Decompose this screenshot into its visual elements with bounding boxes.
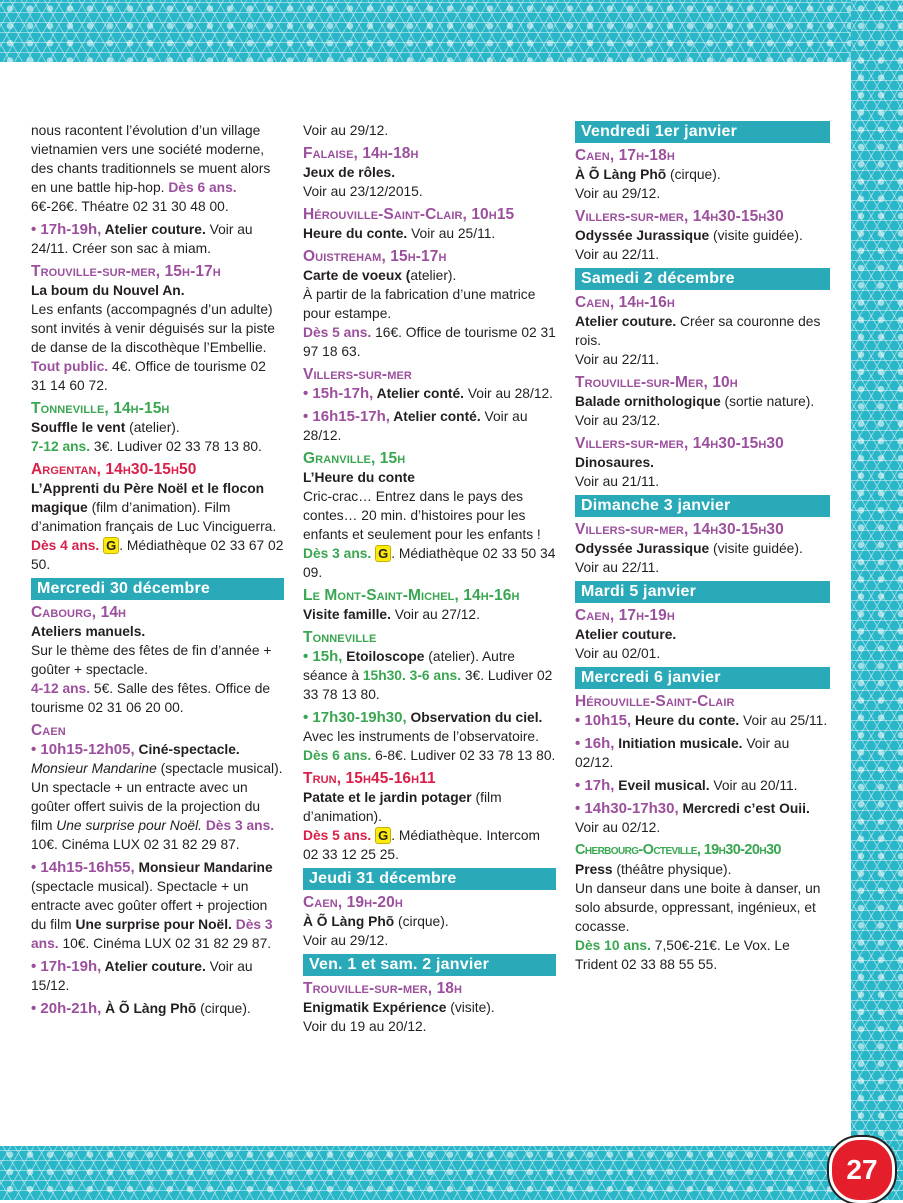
event-text: Voir au 24/11. Créer son sac à miam. [31,222,253,256]
event-text: Voir au 02/12. [575,736,790,770]
event-title: Ciné-spectacle. [134,742,240,757]
event-time: • 15h, [303,648,343,665]
event-title: Visite famille. [303,607,391,622]
event-location: Ouistreham, 15h-17h [303,248,447,265]
event-title: Jeux de rôles. [303,165,396,180]
event-text: nous racontent l’évolution d’un village vietnamien vers une société moderne, des chants traditionnels se muent alors en une battle hip-hop. [31,123,271,195]
event-entry [303,449,556,582]
event-entry [575,606,830,663]
event-text: (cirque). [394,914,449,929]
event-entry [31,957,284,995]
event-title: L’Apprenti du Père Noël et le flocon magique [31,481,265,515]
event-time: • 16h, [575,735,615,752]
event-time: • 10h15-12h05, [31,741,135,758]
age-label: Dès 3 ans. [31,917,273,951]
event-text: (cirque). [666,167,721,182]
event-text: Un danseur dans une boite à danser, un solo absurde, oppressant, ingénieux, et cocasse. [575,881,821,934]
event-text: atelier). [410,268,457,283]
event-time: • 14h30-17h30, [575,800,679,817]
column-3 [575,121,830,978]
age-label: Dès 10 ans. [575,938,651,953]
event-location: Granville, 15h [303,450,406,467]
event-location: Caen, 17h-19h [575,607,675,624]
event-title: Atelier conté. [389,409,481,424]
event-text: (cirque). [196,1001,251,1016]
decorative-pattern-right [851,0,903,1200]
event-title: Carte de voeux ( [303,268,411,283]
event-entry [575,734,830,772]
day-header: Ven. 1 et sam. 2 janvier [303,954,556,976]
event-title: Balade ornithologique [575,394,721,409]
event-title: Atelier couture. [575,314,677,329]
event-text: Créer sa couronne des rois. [575,314,821,348]
event-title: Atelier couture. [101,222,206,237]
event-entry [31,858,284,953]
event-text: (film d’animation). Film d’animation français de Luc Vinciguerra. [31,500,277,534]
event-text: Sur le thème des fêtes de fin d’année + goûter + spectacle. [31,643,272,677]
age-label: Dès 5 ans. [303,828,372,843]
event-title: Heure du conte. [631,713,740,728]
day-header: Mercredi 30 décembre [31,578,284,600]
event-location: Caen, 19h-20h [303,894,403,911]
event-text: (visite guidée). Voir au 22/11. [575,228,803,262]
free-badge: G [375,827,391,844]
event-time: • 20h-21h, [31,1000,102,1017]
event-text: (spectacle musical). Un spectacle + un entracte avec un goûter offert suivis de la projection du film [31,761,283,833]
event-text: Voir au 27/12. [390,607,480,622]
event-location: Hérouville-Saint-Clair, 10h15 [303,206,515,223]
event-text: Voir au 21/11. [575,474,660,489]
age-label: Tout public. [31,359,109,374]
decorative-pattern-bottom [0,1146,903,1200]
event-title: Ateliers manuels. [31,624,146,639]
event-text: (visite guidée). [709,541,803,556]
age-label: Dès 6 ans. [168,180,237,195]
event-entry [303,769,556,864]
age-label: 3-6 ans. [405,668,462,683]
free-badge: G [375,545,391,562]
event-entry [31,603,284,717]
event-text: Voir au 29/12. [303,933,389,948]
event-text: Voir au 02/12. [575,820,661,835]
event-time: 15h30. [362,668,406,683]
event-text: (spectacle musical). Spectacle + un entracte avec goûter offert + projection du film [31,879,268,932]
event-text: Voir au 23/12. [575,413,661,428]
event-entry [31,121,284,216]
event-location: Cherbourg-Octeville, 19h30-20h30 [575,842,781,858]
event-entry [303,708,556,765]
event-text: 10€. Cinéma LUX 02 31 82 29 87. [31,837,240,852]
event-entry [31,740,284,854]
event-entry [303,407,556,445]
event-entry [303,247,556,361]
event-location: Tonneville, 14h-15h [31,400,170,417]
day-header: Samedi 2 décembre [575,268,830,290]
event-entry [31,460,284,574]
event-title: Dinosaures. [575,455,654,470]
event-entry [575,146,830,203]
event-text: 16€. Office de tourisme 02 31 97 18 63. [303,325,556,359]
event-title: Observation du ciel. [406,710,543,725]
event-text: 3€. Ludiver 02 33 78 13 80. [90,439,262,454]
event-text: Voir au 25/11. [407,226,496,241]
event-entry [303,205,556,243]
event-location: Caen [31,722,66,739]
event-entry [575,207,830,264]
event-text: Voir au 25/11. [739,713,828,728]
event-location: Trun, 15h45-16h11 [303,770,436,787]
event-entry [575,434,830,491]
event-text: Voir du 19 au 20/12. [303,1019,427,1034]
day-header: Dimanche 3 janvier [575,495,830,517]
event-text: Voir au 23/12/2015. [303,184,423,199]
column-2 [303,121,556,1040]
event-entry [31,262,284,395]
event-title: Odyssée Jurassique [575,228,710,243]
event-title: Mercredi c’est Ouii. [678,801,810,816]
column-1 [31,121,284,1022]
event-location: Le Mont-Saint-Michel, 14h-16h [303,587,520,604]
event-text: 10€. Cinéma LUX 02 31 82 29 87. [58,936,272,951]
event-text: (atelier). [125,420,180,435]
event-text: À partir de la fabrication d’une matrice pour estampe. [303,287,536,321]
event-entry [575,293,830,369]
event-entry [303,384,556,403]
event-title: Une surprise pour Noël. [75,917,232,932]
event-text: 7,50€-21€. Le Vox. Le Trident 02 33 88 55 55. [575,938,790,972]
event-entry [575,520,830,577]
event-text: Voir au 29/12. [575,186,661,201]
event-text: 6-8€. Ludiver 02 33 78 13 80. [371,748,556,763]
event-title: Enigmatik Expérience [303,1000,447,1015]
event-title: À Õ Làng Phõ [101,1001,197,1016]
event-time: • 16h15-17h, [303,408,390,425]
event-text: 5€. Salle des fêtes. Office de tourisme 02 31 06 20 00. [31,681,271,715]
event-location: Cabourg, 14h [31,604,127,621]
event-entry [575,841,830,974]
event-text: (visite). [446,1000,495,1015]
event-entry [303,647,556,704]
event-location: Villers-sur-mer, 14h30-15h30 [575,521,784,538]
event-text: (film d’animation). [303,790,502,824]
event-title: L’Heure du conte [303,470,415,485]
event-text: Voir au 02/01. [575,646,661,661]
age-label: Dès 3 ans. [202,818,275,833]
page-number: 27 [829,1137,895,1203]
event-text: Une surprise pour Noël. [56,818,202,833]
event-text: . Médiathèque 02 33 50 34 09. [303,546,556,580]
event-text: . Médiathèque. Intercom 02 33 12 25 25. [303,828,541,862]
event-location: Caen, 17h-18h [575,147,675,164]
event-text: 6€-26€. Théatre 02 31 30 48 00. [31,199,229,214]
event-entry [575,711,830,730]
event-title: Patate et le jardin potager [303,790,472,805]
event-entry [575,776,830,795]
event-location: Falaise, 14h-18h [303,145,419,162]
age-label: 7-12 ans. [31,439,91,454]
free-badge: G [103,537,119,554]
day-header: Jeudi 31 décembre [303,868,556,890]
event-text: 4€. Office de tourisme 02 31 14 60 72. [31,359,266,393]
event-time: • 17h30-19h30, [303,709,407,726]
event-time: • 17h-19h, [31,221,102,238]
event-entry [575,799,830,837]
day-header: Vendredi 1er janvier [575,121,830,143]
event-text: Avec les instruments de l’observatoire. [303,729,539,744]
event-text: Voir au 15/12. [31,959,253,993]
event-time: • 10h15, [575,712,632,729]
event-location: Hérouville-Saint-Clair [575,693,735,710]
event-title: La boum du Nouvel An. [31,283,185,298]
event-entry [31,999,284,1018]
event-text: Monsieur Mandarine [31,761,157,776]
event-location: Trouville-sur-mer, 18h [303,980,463,997]
event-entry [31,399,284,456]
age-label: Dès 3 ans. [303,546,372,561]
event-text: Voir au 22/11. [575,560,660,575]
day-header: Mercredi 6 janvier [575,667,830,689]
event-title: Etoiloscope [342,649,425,664]
event-entry [303,979,556,1036]
event-entry [303,893,556,950]
event-text: Cric-crac… Entrez dans le pays des contes… 20 min. d’histoires pour les enfants et seulement pour les enfants ! [303,489,541,542]
age-label: Dès 4 ans. [31,538,100,553]
event-title: Atelier couture. [575,627,677,642]
event-title: À Õ Làng Phõ [575,167,667,182]
decorative-pattern-top [0,0,903,62]
event-text: (sortie nature). [720,394,815,409]
event-location: Trouville-sur-mer, 15h-17h [31,263,221,280]
event-text: (théâtre physique). [612,862,732,877]
event-title: Atelier conté. [373,386,465,401]
event-location: Trouville-sur-Mer, 10h [575,374,738,391]
event-text: Voir au 22/11. [575,352,660,367]
event-time: • 15h-17h, [303,385,374,402]
age-label: Dès 6 ans. [303,748,372,763]
event-text: . Médiathèque 02 33 67 02 50. [31,538,284,572]
event-text: 3€. Ludiver 02 33 78 13 80. [303,668,553,702]
event-title: À Õ Làng Phõ [303,914,395,929]
event-location: Villers-sur-mer [303,366,412,383]
event-time: • 17h, [575,777,615,794]
event-location: Caen, 14h-16h [575,294,675,311]
event-title: Odyssée Jurassique [575,541,710,556]
event-location: Villers-sur-mer, 14h30-15h30 [575,435,784,452]
event-title: Initiation musicale. [614,736,743,751]
event-title: Souffle le vent [31,420,126,435]
event-entry [31,220,284,258]
event-text: Les enfants (accompagnés d’un adulte) sont invités à venir déguisés sur la piste de danse de la discothèque l’Embellie. [31,302,275,355]
event-location: Tonneville [303,629,377,646]
event-title: Heure du conte. [303,226,408,241]
event-location: Villers-sur-mer, 14h30-15h30 [575,208,784,225]
event-entry [303,586,556,624]
event-title: Press [575,862,613,877]
day-header: Mardi 5 janvier [575,581,830,603]
event-time: • 14h15-16h55, [31,859,135,876]
age-label: Dès 5 ans. [303,325,372,340]
event-text: (atelier). Autre séance à [303,649,515,683]
event-title: Monsieur Mandarine [134,860,273,875]
event-text: Voir au 28/12. [464,386,553,401]
event-entry [303,144,556,201]
event-time: • 17h-19h, [31,958,102,975]
event-text: Voir au 29/12. [303,123,389,138]
event-location: Argentan, 14h30-15h50 [31,461,197,478]
event-title: Eveil musical. [614,778,710,793]
event-entry [575,373,830,430]
event-text: Voir au 20/11. [709,778,798,793]
age-label: 4-12 ans. [31,681,91,696]
event-text: Voir au 28/12. [303,409,528,443]
event-title: Atelier couture. [101,959,206,974]
